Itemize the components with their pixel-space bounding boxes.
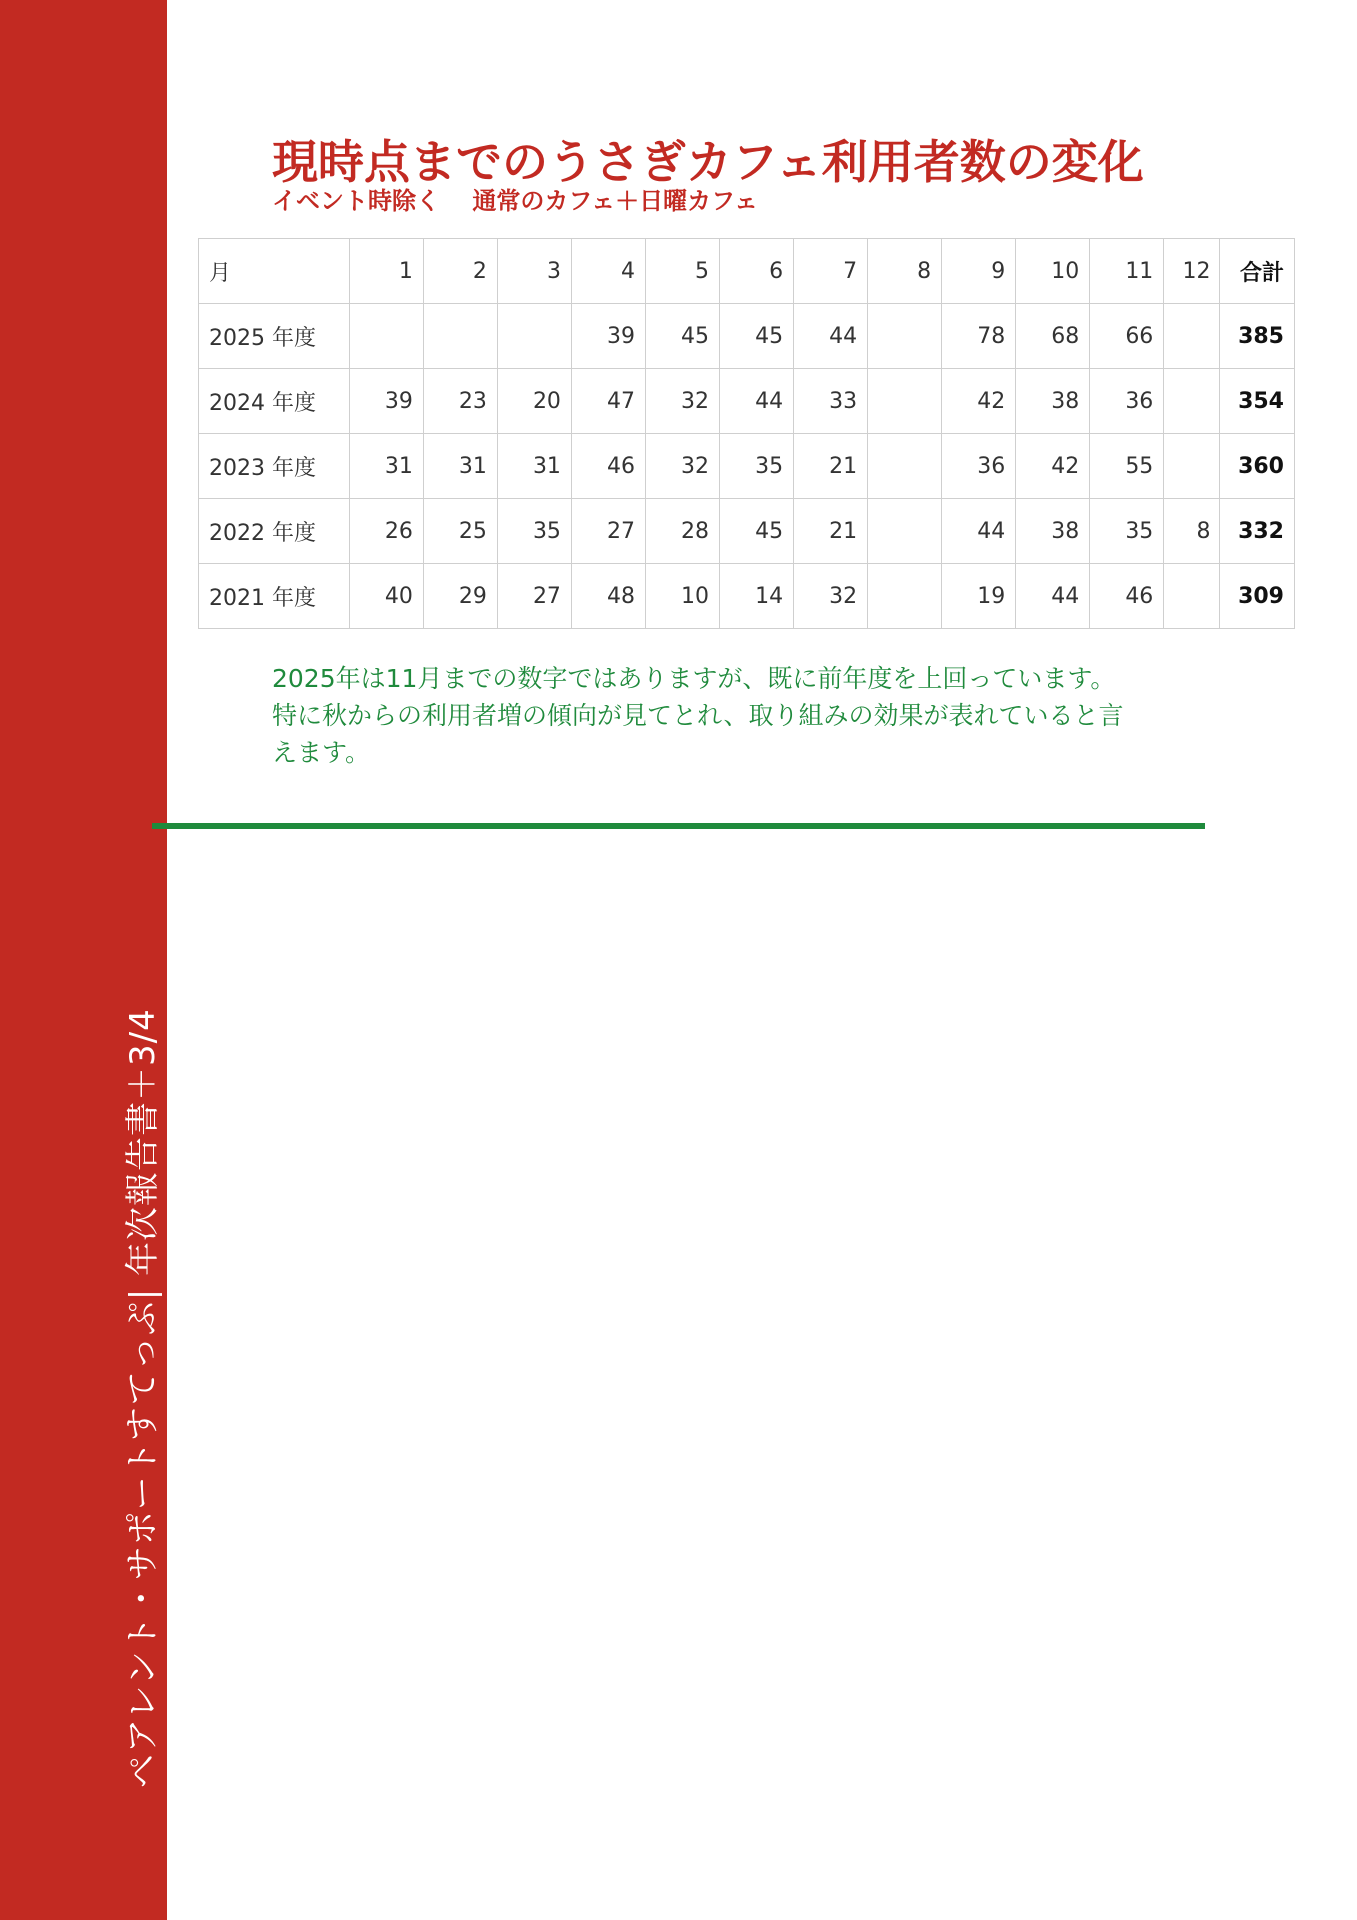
month-value-cell: 45 — [720, 304, 794, 369]
header-cell-month: 12 — [1164, 239, 1219, 304]
month-value-cell — [868, 434, 942, 499]
month-value-cell: 25 — [423, 499, 497, 564]
month-value-cell — [497, 304, 571, 369]
month-value-cell: 20 — [497, 369, 571, 434]
month-value-cell: 48 — [571, 564, 645, 629]
month-value-cell — [868, 564, 942, 629]
month-value-cell: 39 — [571, 304, 645, 369]
summary-comment — [272, 660, 1212, 771]
month-value-cell: 78 — [942, 304, 1016, 369]
sidebar-years: 2024-2025 — [181, 1593, 221, 1788]
header-cell-month: 4 — [571, 239, 645, 304]
month-value-cell — [1164, 369, 1219, 434]
month-value-cell — [868, 304, 942, 369]
month-value-cell: 40 — [349, 564, 423, 629]
row-year-label: 2023 年度 — [199, 434, 350, 499]
row-year-label: 2021 年度 — [199, 564, 350, 629]
usage-table — [198, 238, 1295, 629]
month-value-cell: 38 — [1016, 499, 1090, 564]
month-value-cell: 36 — [942, 434, 1016, 499]
month-value-cell: 47 — [571, 369, 645, 434]
month-value-cell: 44 — [794, 304, 868, 369]
month-value-cell: 46 — [1090, 564, 1164, 629]
month-value-cell: 32 — [645, 434, 719, 499]
month-value-cell — [1164, 304, 1219, 369]
month-value-cell: 44 — [720, 369, 794, 434]
sidebar — [0, 0, 221, 1920]
month-value-cell: 28 — [645, 499, 719, 564]
table-row — [199, 304, 1295, 369]
month-value-cell: 32 — [645, 369, 719, 434]
month-value-cell: 35 — [1090, 499, 1164, 564]
month-value-cell: 35 — [497, 499, 571, 564]
row-total-cell: 360 — [1219, 434, 1294, 499]
table-row — [199, 434, 1295, 499]
month-value-cell: 31 — [497, 434, 571, 499]
month-value-cell: 27 — [571, 499, 645, 564]
month-value-cell: 39 — [349, 369, 423, 434]
month-value-cell: 66 — [1090, 304, 1164, 369]
month-value-cell: 29 — [423, 564, 497, 629]
month-value-cell: 45 — [720, 499, 794, 564]
sidebar-vertical-text — [114, 1008, 230, 1788]
row-year-label: 2022 年度 — [199, 499, 350, 564]
month-value-cell: 44 — [1016, 564, 1090, 629]
month-value-cell: 21 — [794, 499, 868, 564]
month-value-cell: 33 — [794, 369, 868, 434]
header-cell-month: 8 — [868, 239, 942, 304]
month-value-cell: 8 — [1164, 499, 1219, 564]
month-value-cell: 42 — [1016, 434, 1090, 499]
month-value-cell: 35 — [720, 434, 794, 499]
month-value-cell: 10 — [645, 564, 719, 629]
row-total-cell: 354 — [1219, 369, 1294, 434]
header-cell-total: 合計 — [1219, 239, 1294, 304]
header-cell-month-label: 月 — [199, 239, 350, 304]
comment-line: 特に秋からの利用者増の傾向が見てとれ、取り組みの効果が表れていると言 — [272, 701, 1124, 730]
header-cell-month: 5 — [645, 239, 719, 304]
month-value-cell: 21 — [794, 434, 868, 499]
header-cell-month: 2 — [423, 239, 497, 304]
row-year-label: 2024 年度 — [199, 369, 350, 434]
comment-line: えます。 — [272, 738, 371, 767]
table-header-row — [199, 239, 1295, 304]
section-divider — [152, 823, 1205, 829]
month-value-cell: 31 — [423, 434, 497, 499]
month-value-cell: 44 — [942, 499, 1016, 564]
header-cell-month: 10 — [1016, 239, 1090, 304]
header-cell-month: 3 — [497, 239, 571, 304]
month-value-cell: 31 — [349, 434, 423, 499]
row-total-cell: 309 — [1219, 564, 1294, 629]
month-value-cell: 68 — [1016, 304, 1090, 369]
month-value-cell: 38 — [1016, 369, 1090, 434]
header-cell-month: 9 — [942, 239, 1016, 304]
header-cell-month: 11 — [1090, 239, 1164, 304]
month-value-cell: 27 — [497, 564, 571, 629]
header-cell-month: 6 — [720, 239, 794, 304]
month-value-cell: 55 — [1090, 434, 1164, 499]
comment-line: 2025年は11月までの数字ではありますが、既に前年度を上回っています。 — [272, 664, 1116, 693]
month-value-cell: 36 — [1090, 369, 1164, 434]
month-value-cell: 32 — [794, 564, 868, 629]
page-title: 現時点までのうさぎカフェ利用者数の変化 — [272, 135, 1144, 189]
sidebar-report-title: ペアレント・サポートすてっぷ| 年次報告書＋3/4 — [123, 1008, 163, 1788]
row-total-cell: 385 — [1219, 304, 1294, 369]
header-cell-month: 7 — [794, 239, 868, 304]
month-value-cell: 46 — [571, 434, 645, 499]
month-value-cell — [349, 304, 423, 369]
page-subtitle: イベント時除く 通常のカフェ＋日曜カフェ — [272, 187, 758, 215]
month-value-cell: 19 — [942, 564, 1016, 629]
month-value-cell — [868, 369, 942, 434]
table-row — [199, 499, 1295, 564]
row-year-label: 2025 年度 — [199, 304, 350, 369]
month-value-cell — [423, 304, 497, 369]
month-value-cell — [1164, 564, 1219, 629]
month-value-cell: 26 — [349, 499, 423, 564]
month-value-cell — [868, 499, 942, 564]
month-value-cell: 23 — [423, 369, 497, 434]
row-total-cell: 332 — [1219, 499, 1294, 564]
table-row — [199, 369, 1295, 434]
month-value-cell: 14 — [720, 564, 794, 629]
month-value-cell: 42 — [942, 369, 1016, 434]
header-cell-month: 1 — [349, 239, 423, 304]
table-row — [199, 564, 1295, 629]
month-value-cell — [1164, 434, 1219, 499]
month-value-cell: 45 — [645, 304, 719, 369]
